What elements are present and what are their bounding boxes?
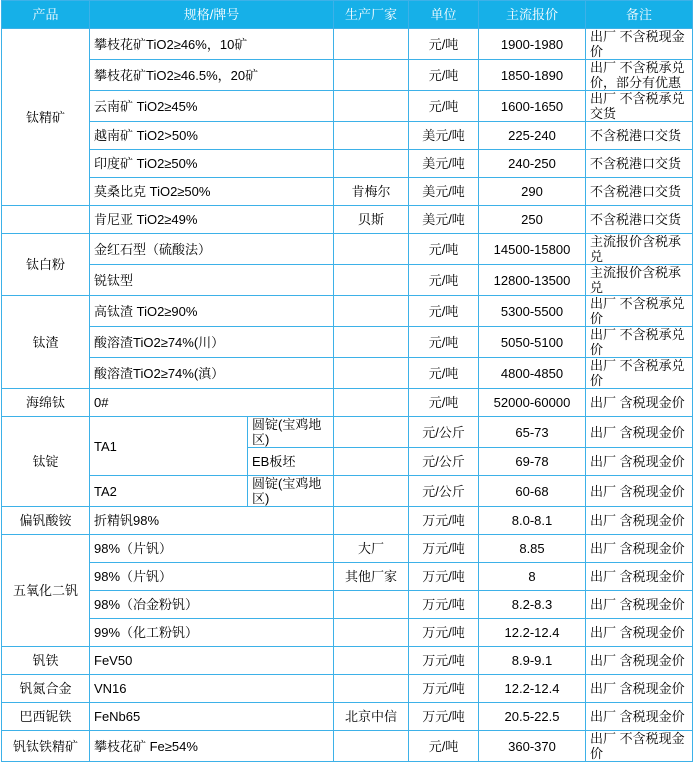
note-cell: 出厂 不含税承兑价 (586, 296, 693, 327)
table-row (2, 206, 693, 234)
price-cell: 52000-60000 (479, 389, 586, 417)
product-category-cell: 钒铁 (2, 647, 90, 675)
unit-cell: 万元/吨 (409, 563, 479, 591)
spec-cell: 酸溶渣TiO2≥74%(滇） (90, 358, 334, 389)
price-cell: 4800-4850 (479, 358, 586, 389)
price-cell: 60-68 (479, 476, 586, 507)
product-category-cell (2, 206, 90, 234)
table-row (2, 507, 693, 535)
note-cell: 出厂 含税现金价 (586, 591, 693, 619)
spec-cell: 折精钒98% (90, 507, 334, 535)
maker-cell (334, 60, 409, 91)
maker-cell (334, 234, 409, 265)
note-cell: 主流报价含税承兑 (586, 265, 693, 296)
price-cell: 240-250 (479, 150, 586, 178)
table-row (2, 60, 693, 91)
unit-cell: 元/公斤 (409, 448, 479, 476)
maker-cell (334, 327, 409, 358)
unit-cell: 美元/吨 (409, 206, 479, 234)
spec-cell: 98%（片钒） (90, 535, 334, 563)
table-row (2, 731, 693, 762)
spec-cell: 攀枝花矿 Fe≥54% (90, 731, 334, 762)
spec-cell: 锐钛型 (90, 265, 334, 296)
maker-cell (334, 358, 409, 389)
maker-cell: 北京中信 (334, 703, 409, 731)
spec-cell: 莫桑比克 TiO2≥50% (90, 178, 334, 206)
note-cell: 出厂 不含税承兑价 (586, 327, 693, 358)
unit-cell: 元/吨 (409, 327, 479, 358)
table-row (2, 178, 693, 206)
price-cell: 8 (479, 563, 586, 591)
price-cell: 69-78 (479, 448, 586, 476)
spec-cell: 攀枝花矿TiO2≥46.5%，20矿 (90, 60, 334, 91)
unit-cell: 万元/吨 (409, 703, 479, 731)
spec-cell: 99%（化工粉钒） (90, 619, 334, 647)
table-row (2, 265, 693, 296)
column-header-price: 主流报价 (479, 1, 586, 29)
spec-cell: TA1 (90, 417, 248, 476)
table-row (2, 417, 693, 448)
note-cell: 出厂 不含税承兑交货 (586, 91, 693, 122)
note-cell: 不含税港口交货 (586, 122, 693, 150)
note-cell: 出厂 不含税承兑价 (586, 358, 693, 389)
note-cell: 出厂 不含税承兑价，部分有优惠 (586, 60, 693, 91)
price-cell: 12.2-12.4 (479, 675, 586, 703)
maker-cell (334, 265, 409, 296)
price-cell: 8.85 (479, 535, 586, 563)
table-row (2, 476, 693, 507)
price-cell: 20.5-22.5 (479, 703, 586, 731)
price-cell: 8.0-8.1 (479, 507, 586, 535)
maker-cell: 其他厂家 (334, 563, 409, 591)
price-cell: 1600-1650 (479, 91, 586, 122)
price-cell: 12.2-12.4 (479, 619, 586, 647)
product-category-cell: 五氧化二钒 (2, 535, 90, 647)
maker-cell (334, 507, 409, 535)
maker-cell (334, 591, 409, 619)
price-cell: 290 (479, 178, 586, 206)
unit-cell: 万元/吨 (409, 675, 479, 703)
spec-cell: 高钛渣 TiO2≥90% (90, 296, 334, 327)
table-header (2, 1, 693, 29)
table-row (2, 358, 693, 389)
spec-cell: FeNb65 (90, 703, 334, 731)
unit-cell: 美元/吨 (409, 178, 479, 206)
unit-cell: 万元/吨 (409, 647, 479, 675)
spec-cell: 越南矿 TiO2>50% (90, 122, 334, 150)
price-cell: 1900-1980 (479, 29, 586, 60)
table-row (2, 563, 693, 591)
unit-cell: 元/吨 (409, 389, 479, 417)
table-row (2, 535, 693, 563)
note-cell: 主流报价含税承兑 (586, 234, 693, 265)
price-cell: 1850-1890 (479, 60, 586, 91)
table-row (2, 591, 693, 619)
note-cell: 出厂 含税现金价 (586, 703, 693, 731)
maker-cell (334, 122, 409, 150)
note-cell: 出厂 含税现金价 (586, 417, 693, 448)
price-cell: 12800-13500 (479, 265, 586, 296)
note-cell: 出厂 含税现金价 (586, 507, 693, 535)
product-category-cell: 海绵钛 (2, 389, 90, 417)
maker-cell (334, 619, 409, 647)
table-row (2, 647, 693, 675)
unit-cell: 元/吨 (409, 91, 479, 122)
table-row (2, 675, 693, 703)
spec-cell: 98%（片钒） (90, 563, 334, 591)
maker-cell (334, 296, 409, 327)
price-cell: 5300-5500 (479, 296, 586, 327)
note-cell: 不含税港口交货 (586, 150, 693, 178)
maker-cell (334, 29, 409, 60)
spec-cell: TA2 (90, 476, 248, 507)
maker-cell: 大厂 (334, 535, 409, 563)
unit-cell: 万元/吨 (409, 535, 479, 563)
table-row (2, 703, 693, 731)
note-cell: 出厂 含税现金价 (586, 619, 693, 647)
table-row (2, 619, 693, 647)
price-cell: 250 (479, 206, 586, 234)
product-category-cell: 钛白粉 (2, 234, 90, 296)
note-cell: 出厂 含税现金价 (586, 563, 693, 591)
spec-sub-cell: EB板坯 (248, 448, 334, 476)
product-category-cell: 钒氮合金 (2, 675, 90, 703)
note-cell: 出厂 含税现金价 (586, 535, 693, 563)
spec-cell: 0# (90, 389, 334, 417)
note-cell: 不含税港口交货 (586, 178, 693, 206)
column-header-maker: 生产厂家 (334, 1, 409, 29)
maker-cell: 贝斯 (334, 206, 409, 234)
table-row (2, 296, 693, 327)
spec-cell: 云南矿 TiO2≥45% (90, 91, 334, 122)
note-cell: 不含税港口交货 (586, 206, 693, 234)
maker-cell (334, 675, 409, 703)
table-row (2, 327, 693, 358)
spec-cell: 攀枝花矿TiO2≥46%，10矿 (90, 29, 334, 60)
price-cell: 65-73 (479, 417, 586, 448)
price-cell: 5050-5100 (479, 327, 586, 358)
column-header-note: 备注 (586, 1, 693, 29)
product-category-cell: 巴西铌铁 (2, 703, 90, 731)
maker-cell (334, 417, 409, 448)
maker-cell (334, 731, 409, 762)
table-body (2, 29, 693, 762)
spec-cell: 98%（冶金粉钒） (90, 591, 334, 619)
table-row (2, 91, 693, 122)
unit-cell: 元/公斤 (409, 476, 479, 507)
unit-cell: 元/吨 (409, 60, 479, 91)
price-cell: 14500-15800 (479, 234, 586, 265)
note-cell: 出厂 含税现金价 (586, 389, 693, 417)
unit-cell: 万元/吨 (409, 507, 479, 535)
unit-cell: 元/公斤 (409, 417, 479, 448)
maker-cell (334, 91, 409, 122)
unit-cell: 元/吨 (409, 265, 479, 296)
maker-cell (334, 476, 409, 507)
maker-cell (334, 150, 409, 178)
maker-cell (334, 389, 409, 417)
spec-sub-cell: 圆锭(宝鸡地区) (248, 476, 334, 507)
column-header-spec: 规格/牌号 (90, 1, 334, 29)
table-row (2, 29, 693, 60)
spec-sub-cell: 圆锭(宝鸡地区) (248, 417, 334, 448)
maker-cell (334, 647, 409, 675)
table-header-row (2, 1, 693, 29)
spec-cell: VN16 (90, 675, 334, 703)
unit-cell: 元/吨 (409, 358, 479, 389)
unit-cell: 元/吨 (409, 296, 479, 327)
unit-cell: 元/吨 (409, 731, 479, 762)
price-cell: 8.2-8.3 (479, 591, 586, 619)
spec-cell: 印度矿 TiO2≥50% (90, 150, 334, 178)
price-table (1, 0, 693, 762)
price-cell: 360-370 (479, 731, 586, 762)
unit-cell: 万元/吨 (409, 619, 479, 647)
note-cell: 出厂 含税现金价 (586, 675, 693, 703)
note-cell: 出厂 不含税现金价 (586, 29, 693, 60)
price-cell: 8.9-9.1 (479, 647, 586, 675)
product-category-cell: 钛渣 (2, 296, 90, 389)
unit-cell: 美元/吨 (409, 122, 479, 150)
product-category-cell: 钒钛铁精矿 (2, 731, 90, 762)
product-category-cell: 偏钒酸铵 (2, 507, 90, 535)
note-cell: 出厂 含税现金价 (586, 647, 693, 675)
price-cell: 225-240 (479, 122, 586, 150)
table-row (2, 122, 693, 150)
column-header-product: 产品 (2, 1, 90, 29)
maker-cell: 肯梅尔 (334, 178, 409, 206)
table-row (2, 234, 693, 265)
note-cell: 出厂 不含税现金价 (586, 731, 693, 762)
product-category-cell: 钛锭 (2, 417, 90, 507)
table-row (2, 389, 693, 417)
unit-cell: 美元/吨 (409, 150, 479, 178)
spec-cell: 金红石型（硫酸法） (90, 234, 334, 265)
maker-cell (334, 448, 409, 476)
product-category-cell: 钛精矿 (2, 29, 90, 206)
unit-cell: 元/吨 (409, 29, 479, 60)
note-cell: 出厂 含税现金价 (586, 476, 693, 507)
spec-cell: 肯尼亚 TiO2≥49% (90, 206, 334, 234)
unit-cell: 万元/吨 (409, 591, 479, 619)
unit-cell: 元/吨 (409, 234, 479, 265)
note-cell: 出厂 含税现金价 (586, 448, 693, 476)
column-header-unit: 单位 (409, 1, 479, 29)
table-row (2, 150, 693, 178)
spec-cell: 酸溶渣TiO2≥74%(川） (90, 327, 334, 358)
spec-cell: FeV50 (90, 647, 334, 675)
